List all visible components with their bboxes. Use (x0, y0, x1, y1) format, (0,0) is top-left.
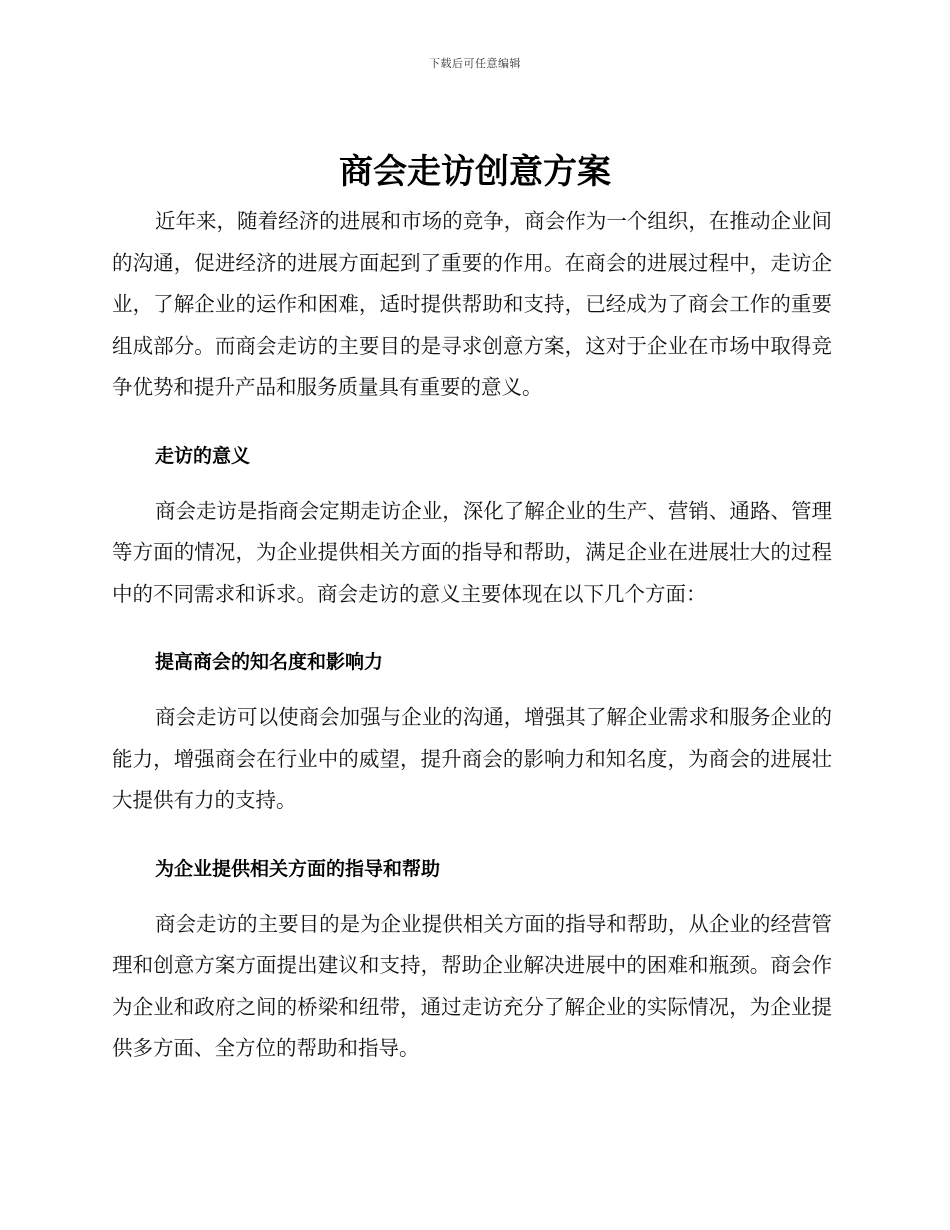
document-title: 商会走访创意方案 (339, 152, 611, 192)
section-heading-reputation: 提高商会的知名度和影响力 (155, 651, 384, 673)
section-paragraph-guidance: 商会走访的主要目的是为企业提供相关方面的指导和帮助，从企业的经营管理和创意方案方面提出建议和支持，帮助企业解决进展中的困难和瓶颈。商会作为企业和政府之间的桥梁和纽带，通过走访充分了解企业的实际情况，为企业提供多方面、全方位的帮助和指导。 (112, 911, 832, 1060)
section-paragraph-significance: 商会走访是指商会定期走访企业，深化了解企业的生产、营销、通路、管理等方面的情况，为企业提供相关方面的指导和帮助，满足企业在进展壮大的过程中的不同需求和诉求。商会走访的意义主要体现在以下几个方面： (112, 498, 832, 606)
intro-paragraph: 近年来，随着经济的进展和市场的竞争，商会作为一个组织，在推动企业间的沟通，促进经济的进展方面起到了重要的作用。在商会的进展过程中，走访企业，了解企业的运作和困难，适时提供帮助和支持，已经成为了商会工作的重要组成部分。而商会走访的主要目的是寻求创意方案，这对于企业在市场中取得竞争优势和提升产品和服务质量具有重要的意义。 (112, 209, 832, 399)
section-heading-guidance: 为企业提供相关方面的指导和帮助 (155, 857, 441, 880)
section-heading-significance: 走访的意义 (155, 444, 251, 467)
section-paragraph-reputation: 商会走访可以使商会加强与企业的沟通，增强其了解企业需求和服务企业的能力，增强商会在行业中的威望，提升商会的影响力和知名度，为商会的进展壮大提供有力的支持。 (112, 705, 832, 812)
document-body (112, 201, 832, 1070)
page-header: 下载后可任意编辑 (429, 57, 521, 70)
